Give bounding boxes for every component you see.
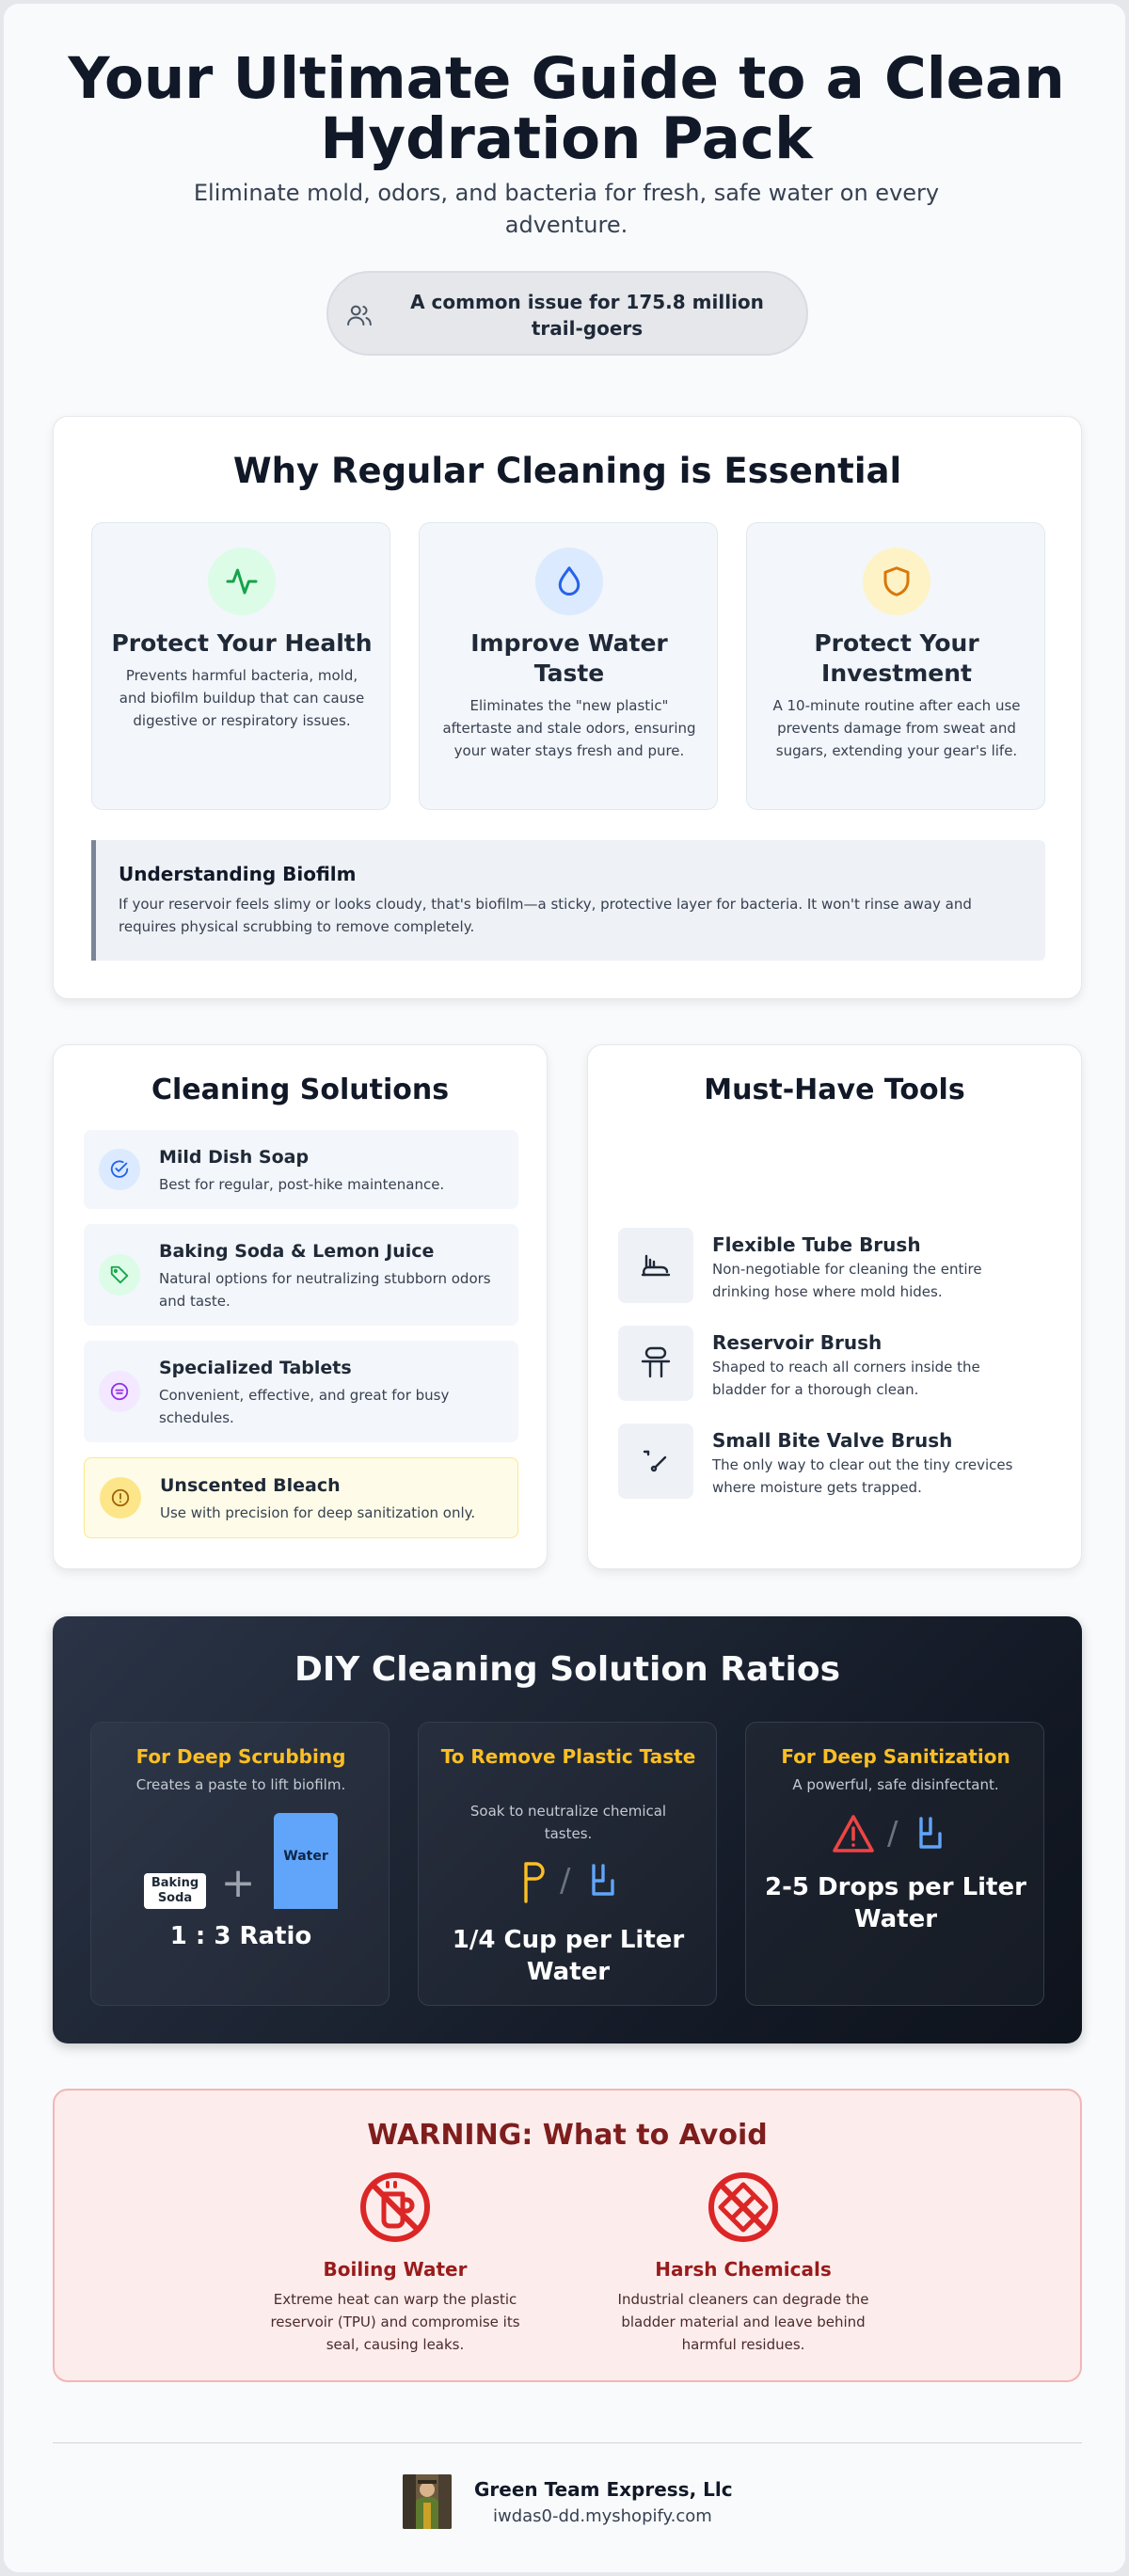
- warning-panel: [53, 2089, 1082, 2382]
- feature-text: A 10-minute routine after each use prevents damage from sweat and sugars, extending your gear's life.: [772, 697, 1021, 759]
- solution-icon-wrap: [99, 1254, 140, 1296]
- cleaning-solutions-card: [53, 1044, 548, 1569]
- solution-item: [84, 1130, 518, 1209]
- check-circle-icon: [109, 1159, 130, 1180]
- solution-icon-wrap: [99, 1371, 140, 1412]
- cup-icon: [588, 1862, 618, 1900]
- feature-text: Eliminates the "new plastic" aftertaste and stale odors, ensuring your water stays fresh and pure.: [442, 697, 696, 759]
- solution-title: Mild Dish Soap: [159, 1147, 310, 1168]
- tool-icon-wrap: [618, 1326, 693, 1401]
- why-cleaning-title: Why Regular Cleaning is Essential: [232, 451, 902, 491]
- feature-card-health: [91, 522, 390, 810]
- warning-triangle-icon: [831, 1813, 876, 1854]
- warning-item-text: Extreme heat can warp the plastic reservoir (TPU) and compromise its seal, causing leaks.: [270, 2291, 520, 2353]
- feature-text: Prevents harmful bacteria, mold, and biofilm buildup that can cause digestive or respiratory issues.: [119, 667, 365, 729]
- diy-ratios-title: DIY Cleaning Solution Ratios: [294, 1650, 841, 1689]
- feature-card-investment: [746, 522, 1045, 810]
- tube-brush-icon: [637, 1247, 675, 1284]
- solution-title: Unscented Bleach: [160, 1475, 341, 1496]
- stat-pill: [326, 271, 808, 356]
- tool-icon-wrap: [618, 1228, 693, 1303]
- slash-divider: /: [560, 1862, 571, 1900]
- solution-item: [84, 1224, 518, 1326]
- brand-url-link[interactable]: iwdas0-dd.myshopify.com: [493, 2506, 712, 2526]
- slash-divider: /: [887, 1815, 898, 1852]
- reservoir-brush-icon: [637, 1344, 675, 1382]
- ratio-title: For Deep Sanitization: [781, 1745, 1010, 1768]
- ratio-card-plastic-taste: [418, 1722, 717, 2006]
- solution-item-warning: [84, 1457, 518, 1538]
- warning-item-title: Boiling Water: [323, 2258, 468, 2281]
- tool-text: The only way to clear out the tiny crevices where moisture gets trapped.: [712, 1456, 1013, 1496]
- solution-title: Specialized Tablets: [159, 1358, 352, 1378]
- activity-icon: [225, 564, 259, 598]
- ratio-title: To Remove Plastic Taste: [440, 1745, 696, 1768]
- why-cleaning-card: [53, 416, 1082, 999]
- solution-item: [84, 1341, 518, 1442]
- footer-divider: [53, 2442, 1082, 2443]
- solution-text: Use with precision for deep sanitization only.: [160, 1504, 476, 1521]
- diy-ratios-panel: [53, 1616, 1082, 2043]
- plus-icon: +: [220, 1859, 256, 1907]
- tool-title: Reservoir Brush: [712, 1331, 883, 1354]
- biofilm-callout: [91, 840, 1045, 961]
- page-title: Your Ultimate Guide to a Clean Hydration Pack: [68, 45, 1065, 172]
- ratio-value: 1/4 Cup per Liter Water: [452, 1926, 685, 1986]
- feature-icon-wrap: [863, 548, 930, 615]
- valve-brush-icon: [637, 1442, 675, 1480]
- baking-soda-block: Baking Soda: [144, 1873, 206, 1909]
- alert-circle-icon: [110, 1487, 131, 1508]
- brand-avatar[interactable]: [403, 2474, 452, 2529]
- page: [2, 2, 1127, 2574]
- stat-pill-text: A common issue for 175.8 million trail-goers: [410, 291, 764, 340]
- ratio-value: 2-5 Drops per Liter Water: [765, 1873, 1026, 1933]
- ratio-card-scrubbing: [90, 1722, 390, 2006]
- warning-title: WARNING: What to Avoid: [367, 2119, 768, 2152]
- feature-title: Protect Your Health: [111, 629, 373, 657]
- shield-icon: [880, 564, 914, 598]
- tablet-icon: [109, 1381, 130, 1402]
- tool-title: Flexible Tube Brush: [712, 1233, 921, 1256]
- feature-title: Protect Your Investment: [814, 629, 979, 687]
- biofilm-text: If your reservoir feels slimy or looks cloudy, that's biofilm—a sticky, protective layer for bacteria. It won't rinse away and requires physical scrubbing to remove completely.: [119, 896, 972, 935]
- solution-icon-wrap: [99, 1149, 140, 1190]
- feature-icon-wrap: [535, 548, 603, 615]
- cleaning-solutions-title: Cleaning Solutions: [151, 1073, 450, 1106]
- brand-name[interactable]: Green Team Express, Llc: [474, 2478, 733, 2501]
- warning-item-title: Harsh Chemicals: [655, 2258, 832, 2281]
- tag-icon: [109, 1264, 130, 1285]
- ratio-subtitle: A powerful, safe disinfectant.: [792, 1776, 999, 1793]
- solution-text: Natural options for neutralizing stubborn odors and taste.: [159, 1270, 491, 1310]
- droplet-icon: [552, 564, 586, 598]
- users-icon: [345, 301, 374, 329]
- tool-text: Non-negotiable for cleaning the entire drinking hose where mold hides.: [712, 1261, 982, 1300]
- tool-icon-wrap: [618, 1423, 693, 1499]
- warning-item-text: Industrial cleaners can degrade the bladder material and leave behind harmful residues.: [617, 2291, 869, 2353]
- feature-icon-wrap: [208, 548, 276, 615]
- ratio-subtitle: Soak to neutralize chemical tastes.: [469, 1803, 667, 1842]
- tool-title: Small Bite Valve Brush: [712, 1429, 953, 1452]
- solution-icon-wrap: [100, 1477, 141, 1519]
- must-have-tools-title: Must-Have Tools: [704, 1073, 965, 1106]
- ratio-title: For Deep Scrubbing: [135, 1745, 346, 1768]
- ratio-value: 1 : 3 Ratio: [169, 1922, 312, 1950]
- tool-text: Shaped to reach all corners inside the bladder for a thorough clean.: [712, 1359, 980, 1398]
- water-block: Water: [274, 1813, 338, 1909]
- cup-icon: [915, 1815, 946, 1852]
- feature-title: Improve Water Taste: [470, 629, 668, 687]
- solution-text: Convenient, effective, and great for busy schedules.: [159, 1387, 450, 1426]
- no-chemicals-icon: [706, 2170, 781, 2245]
- solution-text: Best for regular, post-hike maintenance.: [159, 1176, 445, 1193]
- ratio-subtitle: Creates a paste to lift biofilm.: [135, 1776, 346, 1793]
- biofilm-title: Understanding Biofilm: [119, 863, 357, 885]
- lemon-icon: [520, 1860, 549, 1903]
- ratio-card-sanitization: [745, 1722, 1044, 2006]
- must-have-tools-card: [587, 1044, 1082, 1569]
- page-subtitle: Eliminate mold, odors, and bacteria for fresh, safe water on every adventure.: [193, 180, 940, 238]
- solution-title: Baking Soda & Lemon Juice: [159, 1241, 435, 1262]
- no-boiling-water-icon: [358, 2170, 433, 2245]
- feature-card-taste: [419, 522, 718, 810]
- avatar-image: [403, 2474, 452, 2529]
